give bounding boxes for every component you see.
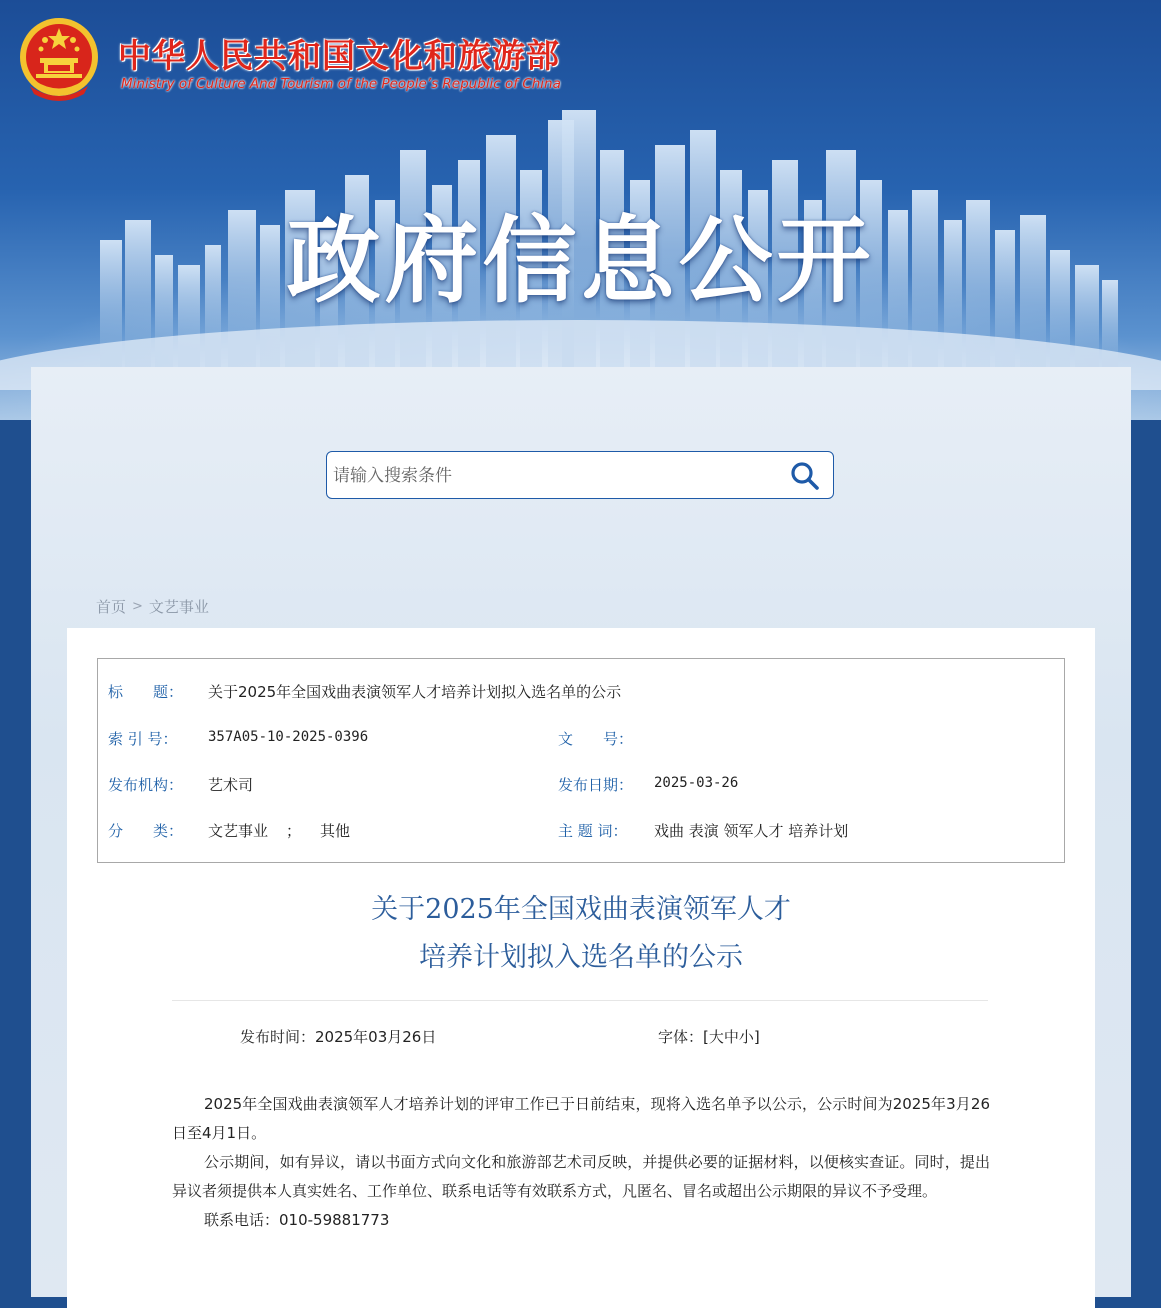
meta-docno-label: 文 号： — [558, 730, 634, 748]
font-size-control — [658, 1026, 760, 1047]
meta-category-value-1: 文艺事业 — [208, 822, 269, 840]
breadcrumb-home-link[interactable]: 首页 — [96, 598, 127, 616]
meta-index-value: 357A05-10-2025-0396 — [208, 729, 369, 745]
meta-title-value: 关于2025年全国戏曲表演领军人才培养计划拟入选名单的公示 — [208, 683, 622, 701]
meta-keywords-value: 戏曲 表演 领军人才 培养计划 — [654, 822, 849, 840]
meta-category-label: 分 类： — [108, 822, 184, 840]
meta-title-label: 标 题： — [108, 683, 184, 701]
search-box — [326, 451, 834, 499]
meta-keywords-label: 主 题 词： — [558, 822, 628, 840]
font-size-large-button[interactable]: 大 — [708, 1028, 724, 1046]
article-paragraph-2: 公示期间，如有异议，请以书面方式向文化和旅游部艺术司反映，并提供必要的证据材料，以便核实查证。同时，提出异议者须提供本人真实姓名、工作单位、联系电话等有效联系方式，凡匿名、冒名或超出公示期限的异议不予受理。 — [172, 1153, 990, 1200]
search-icon[interactable] — [789, 460, 821, 492]
header-banner — [0, 0, 1161, 420]
article-title-line-1: 关于2025年全国戏曲表演领军人才 — [371, 894, 791, 925]
hero-title: 政府信息公开 — [286, 206, 875, 316]
meta-index-label: 索 引 号： — [108, 730, 178, 748]
font-size-medium-button[interactable]: 中 — [723, 1028, 739, 1046]
article-title-line-2: 培养计划拟入选名单的公示 — [419, 942, 743, 973]
title-divider — [172, 1000, 988, 1001]
font-size-bracket: ] — [753, 1028, 760, 1046]
chevron-right-icon: > — [132, 599, 143, 614]
meta-category-value-2: 其他 — [320, 822, 351, 840]
meta-date-value: 2025-03-26 — [654, 775, 739, 791]
font-size-small-button[interactable]: 小 — [738, 1028, 754, 1046]
article-card — [67, 628, 1095, 1308]
meta-org-value: 艺术司 — [208, 776, 254, 794]
font-size-label: 字体：[ — [658, 1028, 709, 1046]
breadcrumb-current-link[interactable]: 文艺事业 — [148, 598, 209, 616]
article-body — [172, 1090, 990, 1235]
search-input[interactable] — [331, 458, 775, 494]
publish-time: 发布时间：2025年03月26日 — [240, 1028, 437, 1046]
meta-date-label: 发布日期： — [558, 776, 634, 794]
article-contact-phone: 联系电话：010-59881773 — [204, 1211, 390, 1229]
site-title-english[interactable]: Ministry of Culture And Tourism of the People’s Republic of China — [121, 76, 561, 92]
metadata-table — [97, 658, 1065, 863]
breadcrumb — [96, 596, 209, 617]
article-title — [67, 886, 1095, 982]
meta-org-label: 发布机构： — [108, 776, 184, 794]
meta-category-separator: ； — [286, 822, 302, 840]
article-paragraph-1: 2025年全国戏曲表演领军人才培养计划的评审工作已于日前结束，现将入选名单予以公示，公示时间为2025年3月26日至4月1日。 — [172, 1095, 990, 1142]
site-title[interactable]: 中华人民共和国文化和旅游部 — [118, 36, 560, 75]
national-emblem-icon — [18, 16, 100, 102]
